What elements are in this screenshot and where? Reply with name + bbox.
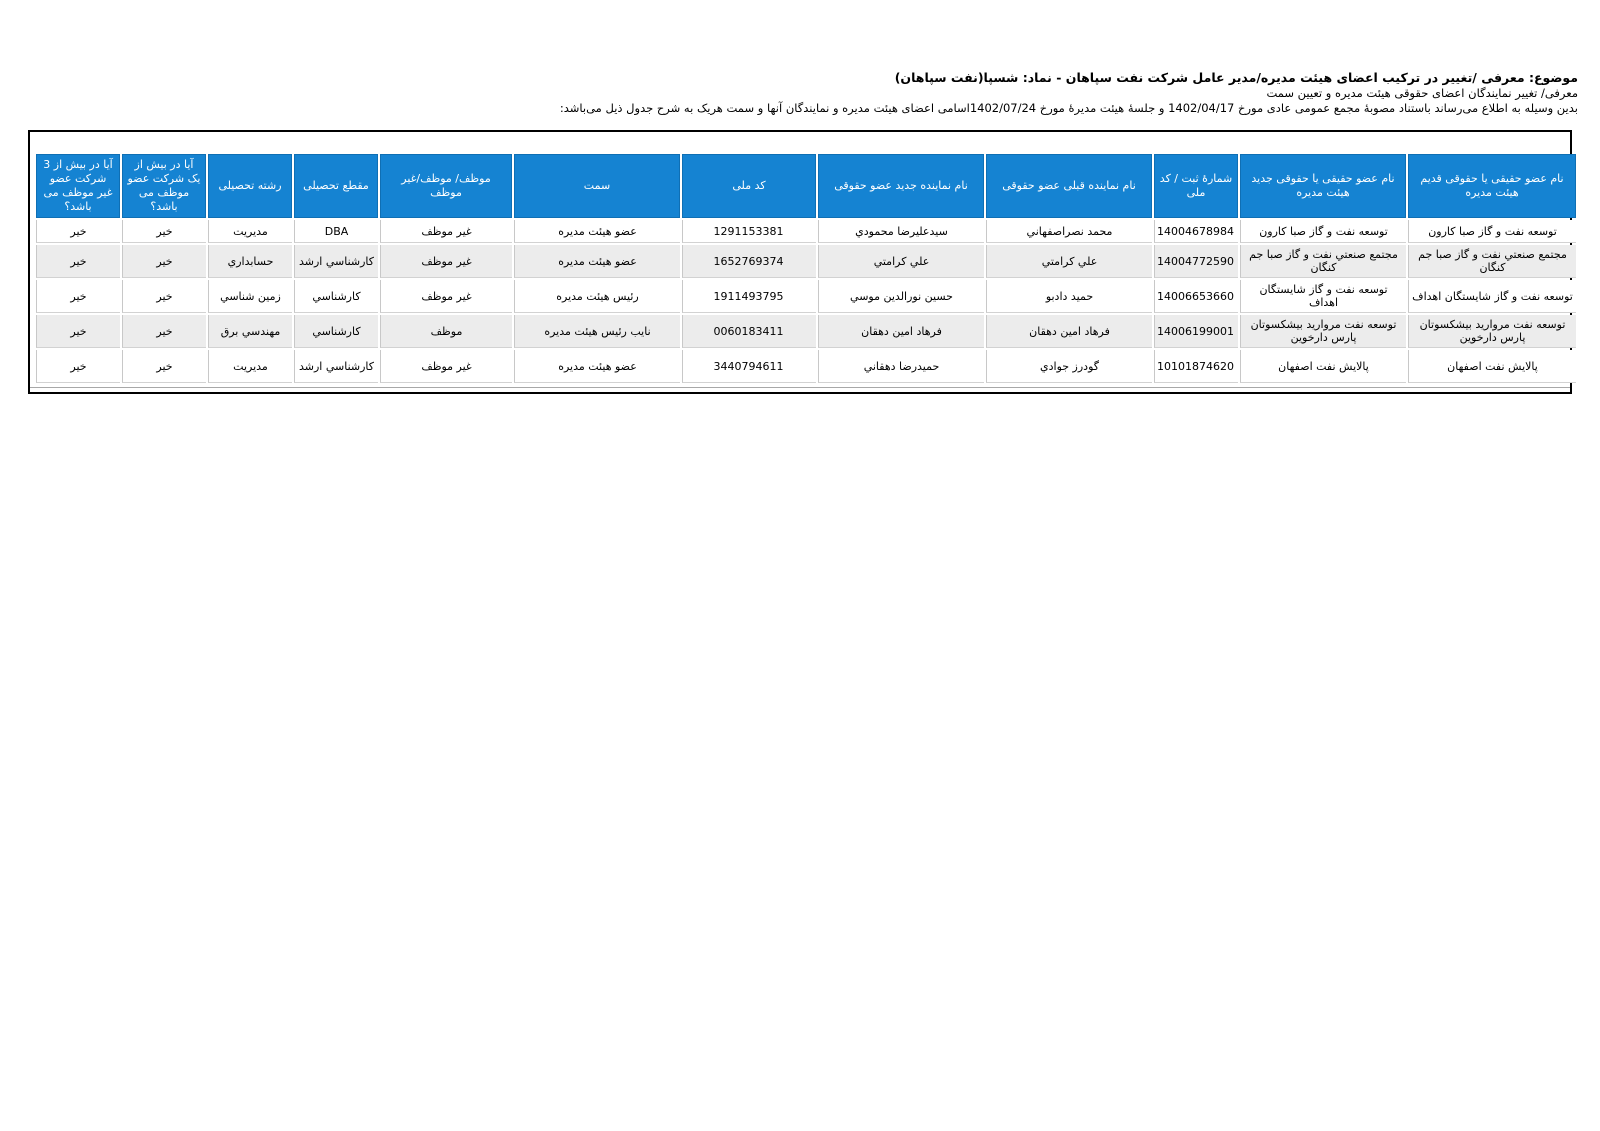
col-header-multiple-executive: آیا در بیش از یک شرکت عضو موظف می باشد؟ [122, 154, 206, 218]
cell-old-member: توسعه نفت و گاز صبا کارون [1408, 220, 1576, 243]
cell-field-of-study: زمين شناسي [208, 280, 292, 313]
cell-new-member: پالایش نفت اصفهان [1240, 350, 1406, 383]
cell-education-level: كارشناسي [294, 315, 378, 348]
cell-multiple-non-executive: خير [36, 245, 120, 278]
col-header-previous-representative: نام نماینده قبلی عضو حقوقی [986, 154, 1152, 218]
col-header-executive-status: موظف/ موظف/غیر موظف [380, 154, 512, 218]
cell-national-id: 1652769374 [682, 245, 816, 278]
cell-new-member: توسعه نفت و گاز شایستگان اهداف [1240, 280, 1406, 313]
table-bottom-rule [30, 387, 1570, 392]
cell-executive-status: غیر موظف [380, 220, 512, 243]
table-header-row [36, 154, 1576, 218]
cell-executive-status: غیر موظف [380, 350, 512, 383]
cell-new-representative: سيدعليرضا محمودي [818, 220, 984, 243]
cell-position: نایب رئیس هیئت مدیره [514, 315, 680, 348]
cell-executive-status: غیر موظف [380, 245, 512, 278]
cell-new-representative: حسين نورالدين موسي [818, 280, 984, 313]
cell-registration-number: 14006199001 [1154, 315, 1238, 348]
cell-registration-number: 14004772590 [1154, 245, 1238, 278]
cell-multiple-executive: خير [122, 350, 206, 383]
cell-national-id: 1911493795 [682, 280, 816, 313]
cell-national-id: 1291153381 [682, 220, 816, 243]
description-line: معرفی/ تغییر نمایندگان اعضای حقوقی هیئت مدیره و تعیین سمت [1266, 86, 1578, 100]
col-header-new-representative: نام نماینده جدید عضو حقوقی [818, 154, 984, 218]
cell-education-level: كارشناسي ارشد [294, 350, 378, 383]
announcement-header [178, 70, 1578, 116]
cell-new-representative: فرهاد امين دهقان [818, 315, 984, 348]
table-row [36, 280, 1576, 313]
cell-national-id: 0060183411 [682, 315, 816, 348]
cell-multiple-executive: خير [122, 245, 206, 278]
cell-executive-status: غیر موظف [380, 280, 512, 313]
cell-new-member: مجتمع صنعتي نفت و گاز صبا جم کنگان [1240, 245, 1406, 278]
col-header-position: سمت [514, 154, 680, 218]
statement-line: بدین وسیله به اطلاع می‌رساند باستناد مصوبهٔ مجمع عمومی عادی مورخ 1402/04/17 و جلسهٔ هیئت مدیرهٔ مورخ 1402/07/24اسامی اعضای هیئت مدیره و نمایندگان آنها و سمت هریک به شرح جدول ذیل می‌باشد: [559, 101, 1578, 115]
cell-new-representative: علي كرامتي [818, 245, 984, 278]
col-header-multiple-non-executive: آیا در بیش از 3 شرکت عضو غیر موظف می باشد؟ [36, 154, 120, 218]
col-header-field-of-study: رشته تحصیلی [208, 154, 292, 218]
cell-old-member: توسعه نفت مروارید بیشکسوتان پارس دارخوین [1408, 315, 1576, 348]
col-header-new-member: نام عضو حقیقی یا حقوقی جدید هیئت مدیره [1240, 154, 1406, 218]
table-row [36, 315, 1576, 348]
cell-position: عضو هیئت مدیره [514, 220, 680, 243]
cell-registration-number: 14004678984 [1154, 220, 1238, 243]
cell-multiple-executive: خير [122, 220, 206, 243]
cell-previous-representative: گودرز جوادي [986, 350, 1152, 383]
cell-education-level: DBA [294, 220, 378, 243]
cell-registration-number: 14006653660 [1154, 280, 1238, 313]
cell-executive-status: موظف [380, 315, 512, 348]
cell-multiple-executive: خير [122, 280, 206, 313]
cell-old-member: توسعه نفت و گاز شایستگان اهداف [1408, 280, 1576, 313]
table-frame [28, 130, 1572, 394]
cell-field-of-study: مديريت [208, 220, 292, 243]
table-row [36, 220, 1576, 243]
cell-multiple-non-executive: خير [36, 280, 120, 313]
cell-multiple-non-executive: خير [36, 315, 120, 348]
subject-line: موضوع: معرفی /تغییر در ترکیب اعضای هیئت مدیره/مدیر عامل شرکت نفت سپاهان - نماد: شسپا(نفت سپاهان) [894, 70, 1578, 85]
cell-education-level: كارشناسي ارشد [294, 245, 378, 278]
cell-position: عضو هیئت مدیره [514, 245, 680, 278]
cell-field-of-study: حسابداري [208, 245, 292, 278]
cell-field-of-study: مهندسي برق [208, 315, 292, 348]
cell-new-member: توسعه نفت مروارید بیشکسوتان پارس دارخوین [1240, 315, 1406, 348]
cell-position: عضو هیئت مدیره [514, 350, 680, 383]
cell-multiple-non-executive: خير [36, 350, 120, 383]
cell-new-member: توسعه نفت و گاز صبا کارون [1240, 220, 1406, 243]
col-header-registration-number: شمارهٔ ثبت / کد ملی [1154, 154, 1238, 218]
cell-previous-representative: محمد نصراصفهاني [986, 220, 1152, 243]
cell-field-of-study: مديريت [208, 350, 292, 383]
cell-previous-representative: حميد دادبو [986, 280, 1152, 313]
cell-education-level: كارشناسي [294, 280, 378, 313]
table-row [36, 245, 1576, 278]
cell-new-representative: حميدرضا دهقاني [818, 350, 984, 383]
table-row [36, 350, 1576, 383]
cell-previous-representative: علي كرامتي [986, 245, 1152, 278]
cell-old-member: پالایش نفت اصفهان [1408, 350, 1576, 383]
cell-multiple-executive: خير [122, 315, 206, 348]
cell-previous-representative: فرهاد امين دهقان [986, 315, 1152, 348]
cell-national-id: 3440794611 [682, 350, 816, 383]
cell-old-member: مجتمع صنعتي نفت و گاز صبا جم کنگان [1408, 245, 1576, 278]
cell-position: رئیس هیئت مدیره [514, 280, 680, 313]
col-header-old-member: نام عضو حقیقی یا حقوقی قدیم هیئت مدیره [1408, 154, 1576, 218]
cell-registration-number: 10101874620 [1154, 350, 1238, 383]
col-header-national-id: کد ملی [682, 154, 816, 218]
cell-multiple-non-executive: خير [36, 220, 120, 243]
board-members-table [34, 152, 1578, 385]
col-header-education-level: مقطع تحصیلی [294, 154, 378, 218]
